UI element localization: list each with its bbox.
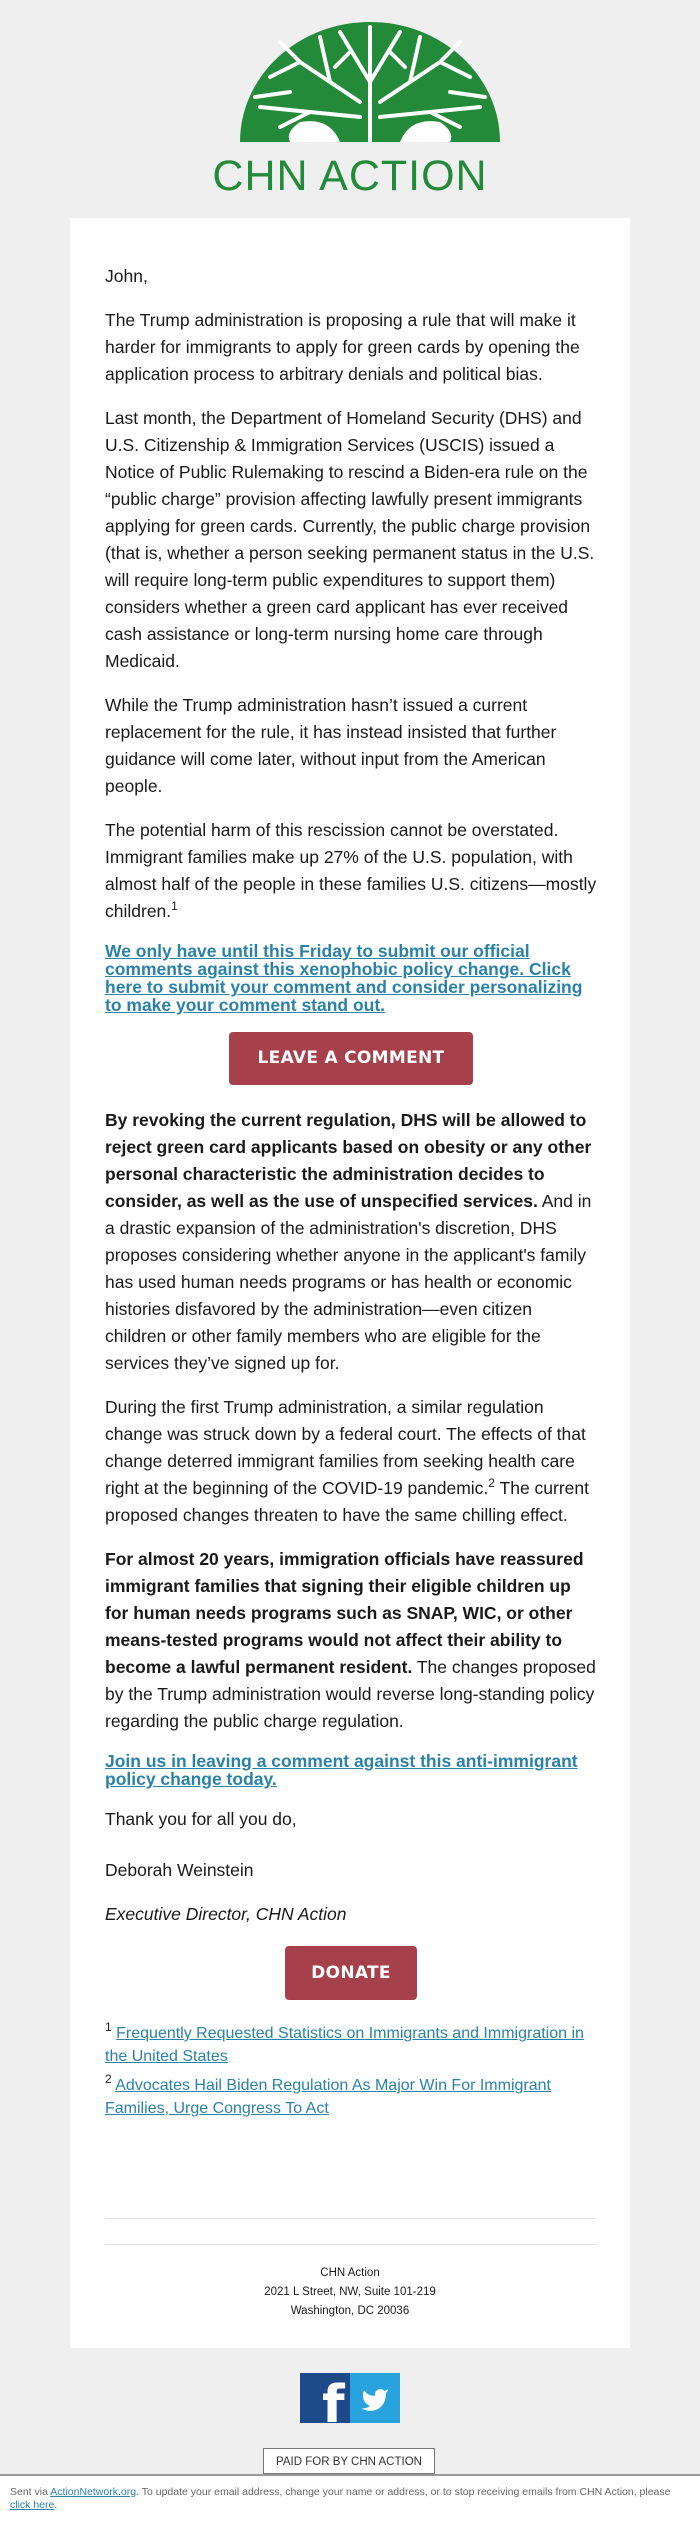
paragraph: During the first Trump administration, a similar regulation change was struck down by a federal court. The effects of that change deterred immigrant families from seeking health care right at the beginning of the COVID-19 pandemic.$^2$ The current proposed changes threaten to have the same chilling effect. [105,1397,590,1525]
email-card [70,218,630,2348]
logo-header [0,0,700,218]
footnote-ref: 2 [488,1476,495,1490]
twitter-bird-icon [350,2373,400,2423]
divider [105,2218,597,2219]
unsubscribe-link[interactable]: click here [10,2499,55,2511]
closing: Thank you for all you do, [105,1809,297,1829]
divider [105,2244,597,2245]
paragraph: Last month, the Department of Homeland Security (DHS) and U.S. Citizenship & Immigration Services (USCIS) issued a Notice of Public Rulemaking to rescind a Biden-era rule on the “public charge” provision affecting lawfully present immigrants applying for green cards. Currently, the public charge provision (that is, whether a person seeking permanent status in the U.S. will require long-term public expenditures to support them) considers whether a green card applicant has ever received cash assistance or long-term nursing home care through Medicaid. [105,408,595,671]
paid-for-disclaimer: PAID FOR BY CHN ACTION [263,2448,435,2474]
submit-comment-link[interactable]: We only have until this Friday to submit our official comments against this xenophobic policy change. Click here to submit your comment and consider personalizing to make your comment stand out. [105,941,583,1015]
email-body [105,263,597,2120]
donate-button[interactable]: DONATE [285,1946,417,2000]
paragraph: While the Trump administration hasn’t issued a current replacement for the rule, it has instead insisted that further guidance will come later, without input from the American people. [105,695,557,796]
paragraph: For almost 20 years, immigration officials have reassured immigrant families that signing their eligible children up for human needs programs such as SNAP, WIC, or other means-tested programs would not affect their ability to become a lawful permanent resident. The changes proposed by the Trump administration would reverse long-standing policy regarding the public charge regulation. [105,1549,596,1731]
actionnetwork-link[interactable]: ActionNetwork.org [50,2486,137,2498]
paragraph: The Trump administration is proposing a rule that will make it harder for immigrants to apply for green cards by opening the application process to arbitrary denials and political bias. [105,310,580,384]
footnote-ref: 1 [171,899,178,913]
footnote: $^1$ Frequently Requested Statistics on Immigrants and Immigration in the United States [105,2020,584,2065]
twitter-icon[interactable] [350,2373,400,2423]
signer-title: Executive Director, CHN Action [105,1904,347,1924]
greeting: John, [105,266,148,286]
footnotes [105,2022,597,2120]
brand-name: CHN ACTION [212,152,488,200]
social-links [300,2373,400,2423]
footnote-link[interactable]: Advocates Hail Biden Regulation As Major Win For Immigrant Families, Urge Congress To Act [105,2077,551,2117]
footnote-link[interactable]: Frequently Requested Statistics on Immigrants and Immigration in the United States [105,2025,584,2065]
footnote: $^2$ Advocates Hail Biden Regulation As Major Win For Immigrant Families, Urge Congress To Act [105,2072,551,2117]
join-comment-link[interactable]: Join us in leaving a comment against this anti-immigrant policy change today. [105,1751,578,1789]
signer-name: Deborah Weinstein [105,1860,254,1880]
facebook-icon[interactable]: f [300,2373,350,2423]
org-address: CHN Action 2021 L Street, NW, Suite 101-219 Washington, DC 20036 [264,2267,436,2317]
footer-bar: Sent via ActionNetwork.org. To update your email address, change your name or address, or to stop receiving emails from CHN Action, please click here. [0,2474,700,2542]
paragraph: The potential harm of this rescission cannot be overstated. Immigrant families make up 27% of the U.S. population, with almost half of the people in these families U.S. citizens—mostly children.$^1$ [105,820,597,921]
paragraph: By revoking the current regulation, DHS will be allowed to reject green card applicants based on obesity or any other personal characteristic the administration decides to consider, as well as the use of unspecified services. And in a drastic expansion of the administration's discretion, DHS proposes considering whether anyone in the applicant's family has used human needs programs or has health or economic histories disfavored by the administration—even citizen children or other family members who are eligible for the services they’ve signed up for. [105,1110,592,1373]
leave-comment-button[interactable]: LEAVE A COMMENT [229,1032,473,1085]
tree-logo-icon [240,22,500,142]
